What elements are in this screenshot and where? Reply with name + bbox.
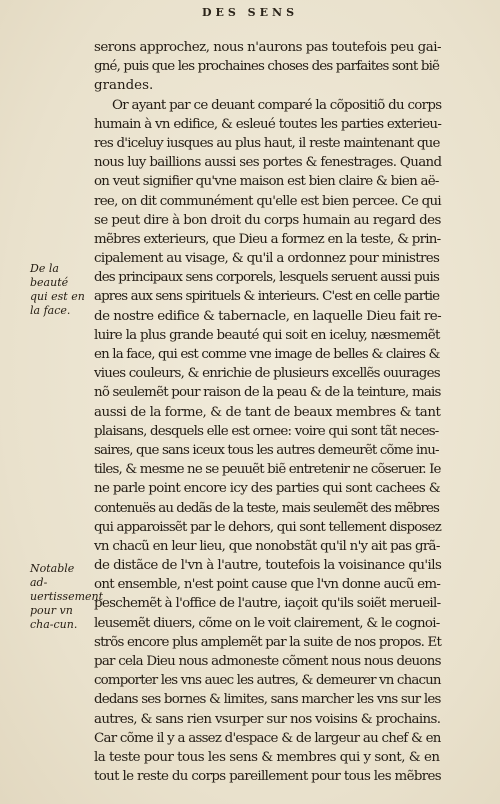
running-head: DES SENS: [201, 6, 299, 19]
text-line: leusemẽt diuers, cõme on le voit clairement, & le cognoi-: [94, 615, 440, 631]
text-line: viues couleurs, & enrichie de plusieurs excellẽs ouurages: [94, 366, 440, 382]
text-line: grandes.: [94, 78, 154, 94]
body-text: [94, 38, 440, 786]
text-line: des principaux sens corporels, lesquels seruent aussi puis: [94, 270, 439, 286]
text-line: luire la plus grande beauté qui soit en iceluy, næsmemẽt: [94, 327, 440, 343]
text-line: plaisans, desquels elle est ornee: voire qui sont tãt neces-: [94, 423, 439, 439]
text-line: cipalement au visage, & qu'il a ordonnez pour ministres: [94, 251, 440, 267]
text-line: de nostre edifice & tabernacle, en laquelle Dieu fait re-: [94, 308, 442, 324]
text-line: par cela Dieu nous admoneste cõment nous nous deuons: [94, 654, 441, 669]
margin-note: De la beauté qui est en la face.: [30, 262, 85, 317]
text-line: serons approchez, nous n'aurons pas toutefois peu gai-: [94, 40, 442, 55]
text-line: vn chacũ en leur lieu, que nonobstãt qu'il n'y ait pas grã-: [94, 538, 440, 554]
text-line: res d'iceluy iusques au plus haut, il reste maintenant que: [94, 135, 440, 151]
text-line: mẽbres exterieurs, que Dieu a formez en la teste, & prin-: [94, 231, 441, 247]
text-line: la teste pour tous les sens & membres qui y sont, & en: [94, 749, 440, 765]
text-line: gné, puis que les prochaines choses des parfaites sont biẽ: [94, 59, 440, 75]
text-line: dedans ses bornes & limites, sans marcher les vns sur les: [94, 692, 441, 708]
text-line: strõs encore plus amplemẽt par la suite de nos propos. Et: [94, 634, 442, 650]
text-line: qui apparoissẽt par le dehors, qui sont tellement disposez: [94, 519, 441, 535]
text-line: tout le reste du corps pareillement pour tous les mẽbres: [94, 769, 442, 785]
text-line: Or ayant par ce deuant comparé la cõpositiõ du corps: [112, 97, 442, 113]
text-line: ne parle point encore icy des parties qui sont cachees &: [94, 481, 441, 497]
text-line: en la face, qui est comme vne image de belles & claires &: [94, 347, 440, 362]
text-line: se peut dire à bon droit du corps humain au regard des: [94, 212, 441, 228]
text-line: aussi de la forme, & de tant de beaux membres & tant: [94, 404, 441, 420]
text-line: peschemẽt à l'office de l'autre, iaçoit qu'ils soiẽt merueil-: [94, 596, 441, 612]
text-line: saires, que sans iceux tous les autres demeurẽt cõme inu-: [94, 442, 439, 458]
text-line: nous luy baillions aussi ses portes & fenestrages. Quand: [94, 155, 442, 171]
margin-note: Notable ad-uertissement pour vn cha-cun.: [30, 562, 104, 631]
text-line: apres aux sens spirituels & interieurs. C'est en celle partie: [94, 289, 440, 305]
text-line: tiles, & mesme ne se peuuẽt biẽ entretenir ne cõseruer. Ie: [94, 462, 441, 478]
text-line: comporter les vns auec les autres, & demeurer vn chacun: [94, 673, 441, 689]
text-line: Car cõme il y a assez d'espace & de largeur au chef & en: [94, 730, 441, 746]
text-line: ree, on dit communément qu'elle est bien percee. Ce qui: [94, 193, 442, 209]
text-line: de distãce de l'vn à l'autre, toutefois la voisinance qu'ils: [94, 558, 442, 574]
text-line: humain à vn edifice, & esleué toutes les parties exterieu-: [94, 116, 442, 132]
text-line: contenuës au dedãs de la teste, mais seulemẽt des mẽbres: [94, 500, 439, 516]
text-line: autres, & sans rien vsurper sur nos voisins & prochains.: [94, 711, 441, 727]
text-line: ont ensemble, n'est point cause que l'vn donne aucũ em-: [94, 577, 441, 593]
text-line: on veut signifier qu'vne maison est bien claire & bien aë-: [94, 174, 439, 190]
text-line: nõ seulemẽt pour raison de la peau & de la teinture, mais: [94, 385, 441, 401]
